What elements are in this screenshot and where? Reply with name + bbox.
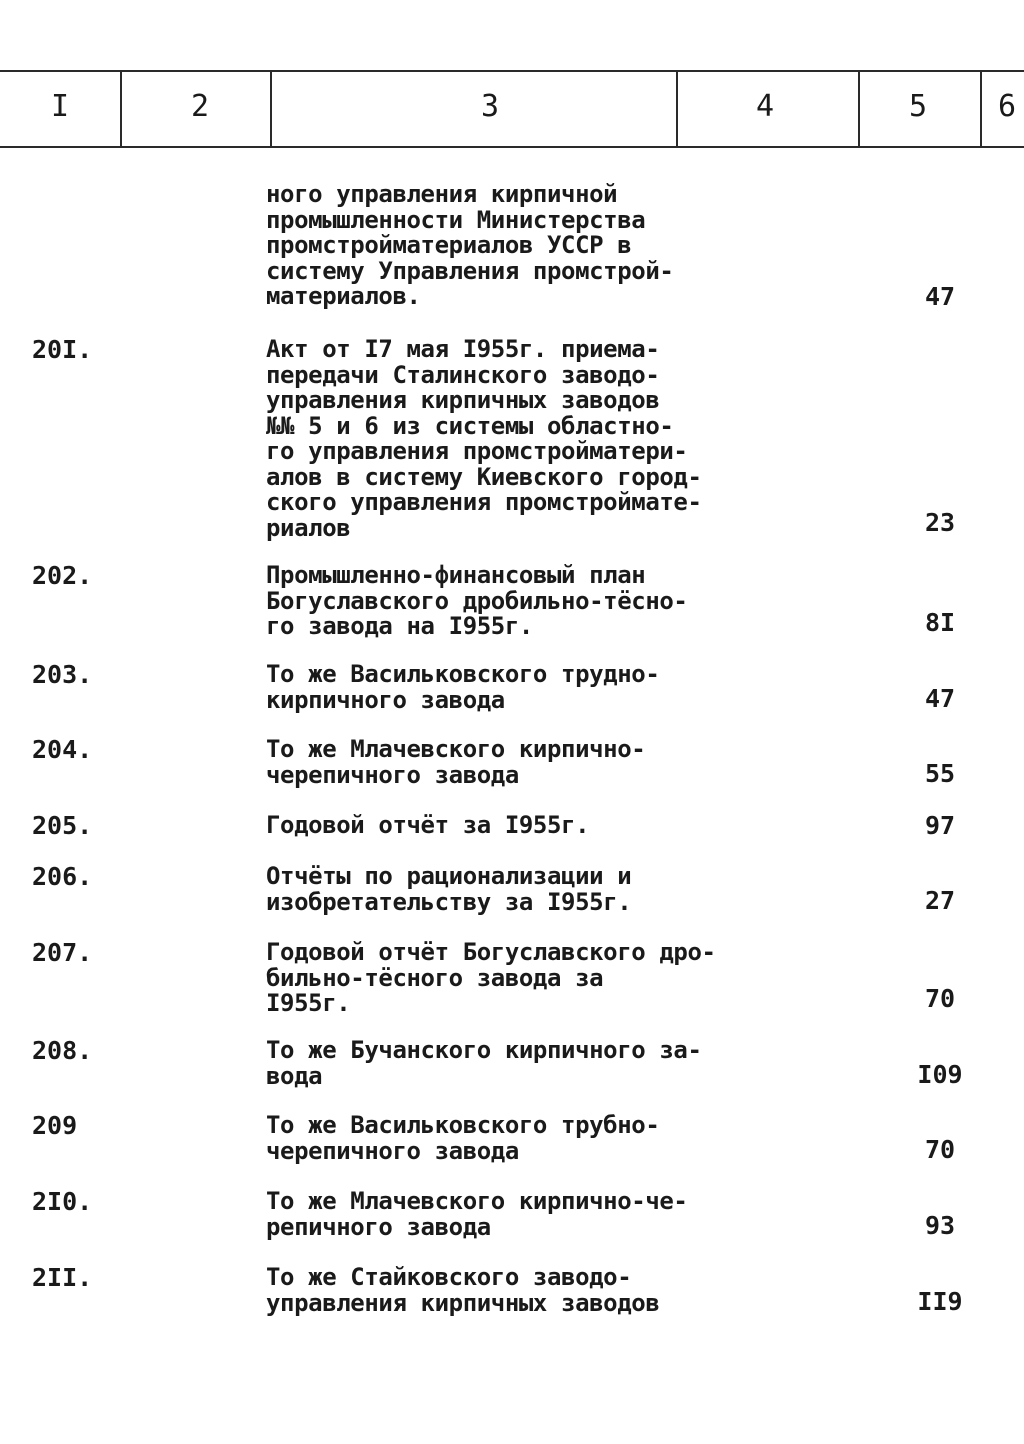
entry-sheet-count: 70 <box>924 1135 956 1164</box>
entry-title <box>266 662 746 713</box>
entry-title-line: бильно-тёсного завода за <box>266 963 604 992</box>
entry-title-line: Промышленно-финансовый план <box>266 561 646 589</box>
entry-title-line: Отчёты по рационализации и <box>266 862 632 890</box>
entry-number: 2II. <box>32 1263 93 1292</box>
entry-title-line: материалов. <box>266 282 421 310</box>
entry-title-line: То же Стайковского заводо- <box>266 1263 632 1291</box>
entry-number: 206. <box>32 862 93 891</box>
entry-number: 204. <box>32 735 93 764</box>
entry-number: 2I0. <box>32 1187 93 1216</box>
entry-title-line: То же Млачевского кирпично- <box>266 735 646 763</box>
entry-title-line: алов в систему Киевского город- <box>266 462 702 491</box>
entry-title <box>266 1113 746 1164</box>
entry-sheet-count: 97 <box>924 811 956 840</box>
entry-title-line: кирпичного завода <box>266 685 505 714</box>
entry-title-line: Богуславского дробильно-тёсно- <box>266 586 688 615</box>
column-number-4: 4 <box>755 89 775 124</box>
entry-title <box>266 337 746 541</box>
entry-title-line: черепичного завода <box>266 760 519 789</box>
entry-title-line: То же Васильковского трудно- <box>266 660 660 688</box>
entry-sheet-count: II9 <box>917 1287 963 1316</box>
entry-sheet-count: I09 <box>917 1060 963 1089</box>
entry-sheet-count: 70 <box>924 984 956 1013</box>
column-header-row <box>0 70 1024 148</box>
column-divider <box>858 70 860 148</box>
entry-title <box>266 1265 746 1316</box>
entry-sheet-count: 93 <box>924 1211 956 1240</box>
entry-title-line: го завода на I955г. <box>266 612 533 640</box>
entry-number: 208. <box>32 1036 93 1065</box>
entry-title-line: черепичного завода <box>266 1136 519 1165</box>
entry-title-line: управления кирпичных заводов <box>266 386 660 414</box>
column-number-1: I <box>50 89 70 124</box>
entry-title-line: изобретательству за I955г. <box>266 887 632 916</box>
entry-number: 209 <box>32 1111 78 1140</box>
entry-number: 203. <box>32 660 93 689</box>
entry-sheet-count: 8I <box>924 608 956 637</box>
header-top-rule <box>0 70 1024 72</box>
entry-title-line: Годовой отчёт Богуславского дро- <box>266 938 716 966</box>
entry-title-line: репичного завода <box>266 1212 491 1241</box>
entry-title-line: систему Управления промстрой- <box>266 256 674 285</box>
entry-title-line: вода <box>266 1061 323 1090</box>
entry-sheet-count: 55 <box>924 759 956 788</box>
entry-title-line: риалов <box>266 513 351 542</box>
entry-sheet-count: 47 <box>924 684 956 713</box>
column-divider <box>120 70 122 148</box>
header-bottom-rule <box>0 146 1024 148</box>
column-divider <box>980 70 982 148</box>
entry-title-line: ского управления промстроймате- <box>266 488 702 516</box>
entry-title-line: го управления промстройматери- <box>266 437 688 465</box>
entry-title-line: То же Васильковского трубно- <box>266 1111 660 1139</box>
column-number-3: 3 <box>480 89 500 124</box>
entry-title <box>266 737 746 788</box>
entry-title-line: I955г. <box>266 989 351 1017</box>
entry-title <box>266 864 746 915</box>
entry-title <box>266 1038 746 1089</box>
entry-number: 207. <box>32 938 93 967</box>
entry-sheet-count: 47 <box>924 282 956 311</box>
column-divider <box>270 70 272 148</box>
entry-title <box>266 1189 746 1240</box>
entry-title-line: передачи Сталинского заводо- <box>266 360 660 389</box>
entry-title-line: Годовой отчёт за I955г. <box>266 811 590 839</box>
entry-number: 202. <box>32 561 93 590</box>
column-divider <box>676 70 678 148</box>
entry-title-line: промышленности Министерства <box>266 205 646 234</box>
entry-title-line: ного управления кирпичной <box>266 180 618 208</box>
entry-title <box>266 182 746 310</box>
entry-number: 205. <box>32 811 93 840</box>
entry-title <box>266 813 746 839</box>
entry-title-line: Акт от I7 мая I955г. приема- <box>266 335 660 363</box>
entry-title <box>266 940 746 1017</box>
entry-title-line: То же Бучанского кирпичного за- <box>266 1036 702 1064</box>
entry-title-line: промстройматериалов УССР в <box>266 231 632 259</box>
entry-sheet-count: 27 <box>924 886 956 915</box>
entry-title-line: №№ 5 и 6 из системы областно- <box>266 411 674 440</box>
entry-number: 20I. <box>32 335 93 364</box>
column-number-6: 6 <box>997 89 1017 124</box>
entry-title <box>266 563 746 640</box>
entry-sheet-count: 23 <box>924 508 956 537</box>
entry-title-line: То же Млачевского кирпично-че- <box>266 1187 688 1215</box>
entry-title-line: управления кирпичных заводов <box>266 1288 660 1317</box>
column-number-5: 5 <box>908 89 928 124</box>
column-number-2: 2 <box>190 89 210 124</box>
